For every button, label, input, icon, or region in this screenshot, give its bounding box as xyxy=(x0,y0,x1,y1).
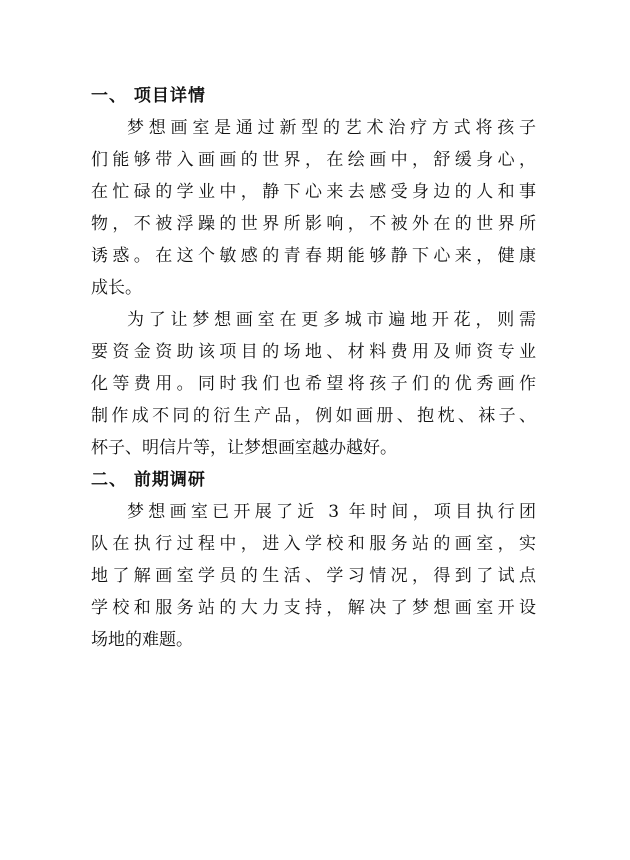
text-line: 们能够带入画画的世界，在绘画中，舒缓身心， xyxy=(91,150,536,170)
text-line: 场地的难题。 xyxy=(91,630,193,650)
text-line: 要资金资助该项目的场地、材料费用及师资专业 xyxy=(91,342,536,362)
text-line: 物，不被浮躁的世界所影响，不被外在的世界所 xyxy=(91,214,536,234)
text-line: 梦想画室是通过新型的艺术治疗方式将孩子 xyxy=(127,118,536,138)
paragraph-research xyxy=(91,496,536,656)
text-line: 学校和服务站的大力支持，解决了梦想画室开设 xyxy=(91,598,536,618)
paragraph-project-funding xyxy=(91,304,536,464)
section-heading-project-details: 一、 项目详情 xyxy=(91,86,206,106)
text-line: 诱惑。在这个敏感的青春期能够静下心来，健康 xyxy=(91,246,536,266)
section-heading-preliminary-research: 二、 前期调研 xyxy=(91,470,206,490)
document-body xyxy=(91,80,536,656)
text-line: 为了让梦想画室在更多城市遍地开花，则需 xyxy=(127,310,536,330)
text-line: 化等费用。同时我们也希望将孩子们的优秀画作 xyxy=(91,374,536,394)
text-line: 梦想画室已开展了近 3 年时间，项目执行团 xyxy=(127,502,536,522)
paragraph-project-intro xyxy=(91,112,536,304)
text-line: 成长。 xyxy=(91,278,142,298)
text-line: 杯子、明信片等，让梦想画室越办越好。 xyxy=(91,438,397,458)
text-line: 地了解画室学员的生活、学习情况，得到了试点 xyxy=(91,566,536,586)
text-line: 制作成不同的衍生产品，例如画册、抱枕、袜子、 xyxy=(91,406,536,426)
text-line: 在忙碌的学业中，静下心来去感受身边的人和事 xyxy=(91,182,536,202)
text-line: 队在执行过程中，进入学校和服务站的画室，实 xyxy=(91,534,536,554)
